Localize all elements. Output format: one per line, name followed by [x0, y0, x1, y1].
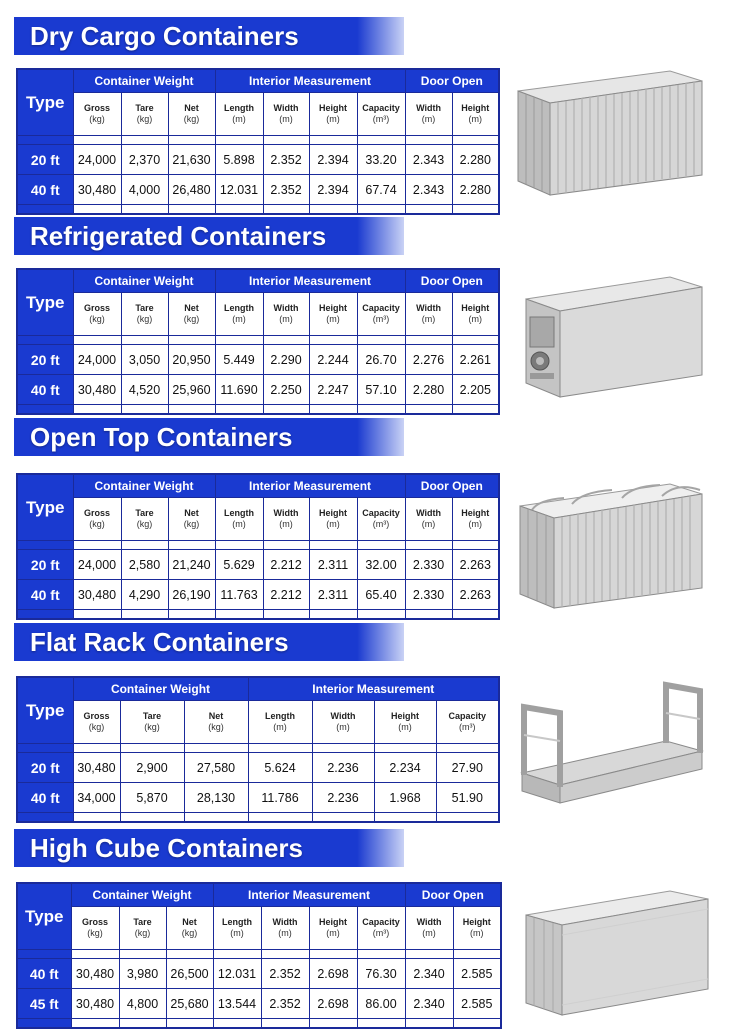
column-header: Net (kg) [184, 701, 248, 744]
table-cell: 2.698 [309, 959, 357, 989]
table-cell: 2.352 [263, 145, 309, 175]
group-header: Interior Measurement [248, 677, 499, 701]
group-header: Interior Measurement [215, 269, 405, 293]
table-cell: 2.311 [309, 580, 357, 610]
table-row [17, 580, 499, 610]
column-header: Length (m) [213, 907, 261, 950]
group-header: Container Weight [73, 474, 215, 498]
column-header: Height (m) [453, 907, 501, 950]
table-cell: 21,240 [168, 550, 215, 580]
table-cell: 33.20 [357, 145, 405, 175]
column-header: Tare (kg) [119, 907, 166, 950]
column-header: Tare (kg) [121, 93, 168, 136]
column-header: Width (m) [405, 498, 452, 541]
table-cell: 4,520 [121, 375, 168, 405]
column-header: Gross (kg) [73, 293, 121, 336]
column-header: Length (m) [215, 93, 263, 136]
table-cell: 5.629 [215, 550, 263, 580]
group-header: Interior Measurement [215, 69, 405, 93]
spec-table [16, 68, 500, 215]
table-cell: 28,130 [184, 783, 248, 813]
table-cell: 4,000 [121, 175, 168, 205]
column-header: Length (m) [248, 701, 312, 744]
group-header: Interior Measurement [215, 474, 405, 498]
table-row [17, 145, 499, 175]
refrigerated-container-image [520, 269, 706, 401]
column-header: Width (m) [263, 293, 309, 336]
column-header: Gross (kg) [73, 93, 121, 136]
table-cell: 2,580 [121, 550, 168, 580]
column-header: Capacity (m³) [436, 701, 499, 744]
table-cell: 20,950 [168, 345, 215, 375]
table-cell: 12.031 [215, 175, 263, 205]
column-header: Height (m) [309, 293, 357, 336]
table-cell: 24,000 [73, 345, 121, 375]
table-cell: 3,050 [121, 345, 168, 375]
column-header: Height (m) [452, 293, 499, 336]
section-open-top [14, 418, 724, 608]
column-header: Width (m) [312, 701, 374, 744]
section-high-cube [14, 829, 724, 1019]
table-cell: 30,480 [73, 753, 120, 783]
table-cell: 2.330 [405, 580, 452, 610]
table-cell: 2.585 [453, 989, 501, 1019]
table-cell: 11.763 [215, 580, 263, 610]
table-row [17, 989, 501, 1019]
table-cell: 2.234 [374, 753, 436, 783]
table-row [17, 753, 499, 783]
type-header: Type [17, 883, 71, 950]
column-header: Height (m) [452, 498, 499, 541]
table-cell: 2.340 [405, 989, 453, 1019]
section-title: Refrigerated Containers [14, 217, 404, 255]
table-cell: 3,980 [119, 959, 166, 989]
column-header: Width (m) [263, 498, 309, 541]
column-header: Net (kg) [168, 293, 215, 336]
table-cell: 24,000 [73, 550, 121, 580]
table-cell: 1.968 [374, 783, 436, 813]
column-header: Height (m) [309, 907, 357, 950]
section-title: High Cube Containers [14, 829, 404, 867]
type-header: Type [17, 69, 73, 136]
spec-table [16, 676, 500, 823]
type-header: Type [17, 474, 73, 541]
column-header: Height (m) [374, 701, 436, 744]
section-title: Dry Cargo Containers [14, 17, 404, 55]
group-header: Interior Measurement [213, 883, 405, 907]
table-cell: 2.311 [309, 550, 357, 580]
table-cell: 26.70 [357, 345, 405, 375]
table-cell: 2.330 [405, 550, 452, 580]
group-header: Container Weight [71, 883, 213, 907]
table-cell: 13.544 [213, 989, 261, 1019]
column-header: Capacity (m³) [357, 907, 405, 950]
row-type: 20 ft [17, 753, 73, 783]
table-cell: 2.212 [263, 580, 309, 610]
table-row [17, 959, 501, 989]
table-cell: 26,480 [168, 175, 215, 205]
table-cell: 5.449 [215, 345, 263, 375]
table-cell: 27,580 [184, 753, 248, 783]
group-header: Door Open [405, 883, 501, 907]
table-cell: 2.244 [309, 345, 357, 375]
dry-cargo-container-image [510, 63, 706, 201]
table-cell: 25,960 [168, 375, 215, 405]
table-cell: 2.352 [261, 989, 309, 1019]
column-header: Net (kg) [166, 907, 213, 950]
group-header: Door Open [405, 269, 499, 293]
table-cell: 2.212 [263, 550, 309, 580]
table-cell: 86.00 [357, 989, 405, 1019]
section-flat-rack [14, 623, 724, 813]
table-cell: 2.250 [263, 375, 309, 405]
table-cell: 2.280 [452, 175, 499, 205]
table-cell: 2.205 [452, 375, 499, 405]
column-header: Gross (kg) [73, 701, 120, 744]
table-cell: 2.585 [453, 959, 501, 989]
table-cell: 57.10 [357, 375, 405, 405]
table-cell: 2.394 [309, 145, 357, 175]
section-refrigerated [14, 217, 724, 402]
table-cell: 2.280 [452, 145, 499, 175]
table-cell: 5.898 [215, 145, 263, 175]
table-cell: 27.90 [436, 753, 499, 783]
table-cell: 2.263 [452, 550, 499, 580]
table-cell: 2.261 [452, 345, 499, 375]
column-header: Width (m) [405, 93, 452, 136]
table-cell: 5,870 [120, 783, 184, 813]
table-cell: 11.786 [248, 783, 312, 813]
table-cell: 30,480 [73, 580, 121, 610]
column-header: Net (kg) [168, 498, 215, 541]
table-cell: 12.031 [213, 959, 261, 989]
spec-table [16, 268, 500, 415]
column-header: Gross (kg) [73, 498, 121, 541]
column-header: Height (m) [309, 498, 357, 541]
type-header: Type [17, 269, 73, 336]
table-cell: 76.30 [357, 959, 405, 989]
column-header: Width (m) [261, 907, 309, 950]
column-header: Capacity (m³) [357, 293, 405, 336]
table-row [17, 175, 499, 205]
row-type: 20 ft [17, 550, 73, 580]
row-type: 20 ft [17, 145, 73, 175]
group-header: Door Open [405, 474, 499, 498]
table-cell: 11.690 [215, 375, 263, 405]
table-cell: 2.276 [405, 345, 452, 375]
table-cell: 2.280 [405, 375, 452, 405]
section-dry-cargo [14, 17, 724, 202]
row-type: 40 ft [17, 375, 73, 405]
table-cell: 32.00 [357, 550, 405, 580]
column-header: Capacity (m³) [357, 93, 405, 136]
spec-table [16, 882, 502, 1029]
table-cell: 5.624 [248, 753, 312, 783]
table-cell: 4,290 [121, 580, 168, 610]
column-header: Width (m) [405, 907, 453, 950]
table-cell: 2.343 [405, 145, 452, 175]
table-cell: 2,900 [120, 753, 184, 783]
table-cell: 21,630 [168, 145, 215, 175]
column-header: Width (m) [405, 293, 452, 336]
row-type: 45 ft [17, 989, 71, 1019]
flat-rack-container-image [516, 677, 706, 811]
table-cell: 2.394 [309, 175, 357, 205]
column-header: Width (m) [263, 93, 309, 136]
table-cell: 51.90 [436, 783, 499, 813]
type-header: Type [17, 677, 73, 744]
table-cell: 2.343 [405, 175, 452, 205]
row-type: 40 ft [17, 580, 73, 610]
table-cell: 30,480 [71, 989, 119, 1019]
group-header: Container Weight [73, 269, 215, 293]
column-header: Length (m) [215, 293, 263, 336]
table-cell: 65.40 [357, 580, 405, 610]
table-cell: 4,800 [119, 989, 166, 1019]
table-cell: 24,000 [73, 145, 121, 175]
table-row [17, 783, 499, 813]
table-cell: 34,000 [73, 783, 120, 813]
table-row [17, 345, 499, 375]
spec-table [16, 473, 500, 620]
table-cell: 2.247 [309, 375, 357, 405]
table-cell: 30,480 [71, 959, 119, 989]
column-header: Gross (kg) [71, 907, 119, 950]
table-row [17, 375, 499, 405]
table-cell: 2.263 [452, 580, 499, 610]
table-cell: 30,480 [73, 175, 121, 205]
table-cell: 2.290 [263, 345, 309, 375]
row-type: 40 ft [17, 959, 71, 989]
section-title: Open Top Containers [14, 418, 404, 456]
table-cell: 30,480 [73, 375, 121, 405]
row-type: 40 ft [17, 175, 73, 205]
table-cell: 26,190 [168, 580, 215, 610]
column-header: Tare (kg) [120, 701, 184, 744]
column-header: Height (m) [452, 93, 499, 136]
table-cell: 2,370 [121, 145, 168, 175]
table-cell: 2.340 [405, 959, 453, 989]
high-cube-container-image [520, 885, 712, 1019]
section-title: Flat Rack Containers [14, 623, 404, 661]
column-header: Tare (kg) [121, 498, 168, 541]
column-header: Net (kg) [168, 93, 215, 136]
table-cell: 26,500 [166, 959, 213, 989]
table-row [17, 550, 499, 580]
table-cell: 2.352 [263, 175, 309, 205]
row-type: 20 ft [17, 345, 73, 375]
column-header: Capacity (m³) [357, 498, 405, 541]
group-header: Container Weight [73, 69, 215, 93]
table-cell: 2.236 [312, 753, 374, 783]
table-cell: 2.236 [312, 783, 374, 813]
row-type: 40 ft [17, 783, 73, 813]
group-header: Container Weight [73, 677, 248, 701]
column-header: Tare (kg) [121, 293, 168, 336]
group-header: Door Open [405, 69, 499, 93]
table-cell: 25,680 [166, 989, 213, 1019]
table-cell: 67.74 [357, 175, 405, 205]
table-cell: 2.352 [261, 959, 309, 989]
table-cell: 2.698 [309, 989, 357, 1019]
open-top-container-image [512, 476, 706, 614]
column-header: Length (m) [215, 498, 263, 541]
column-header: Height (m) [309, 93, 357, 136]
